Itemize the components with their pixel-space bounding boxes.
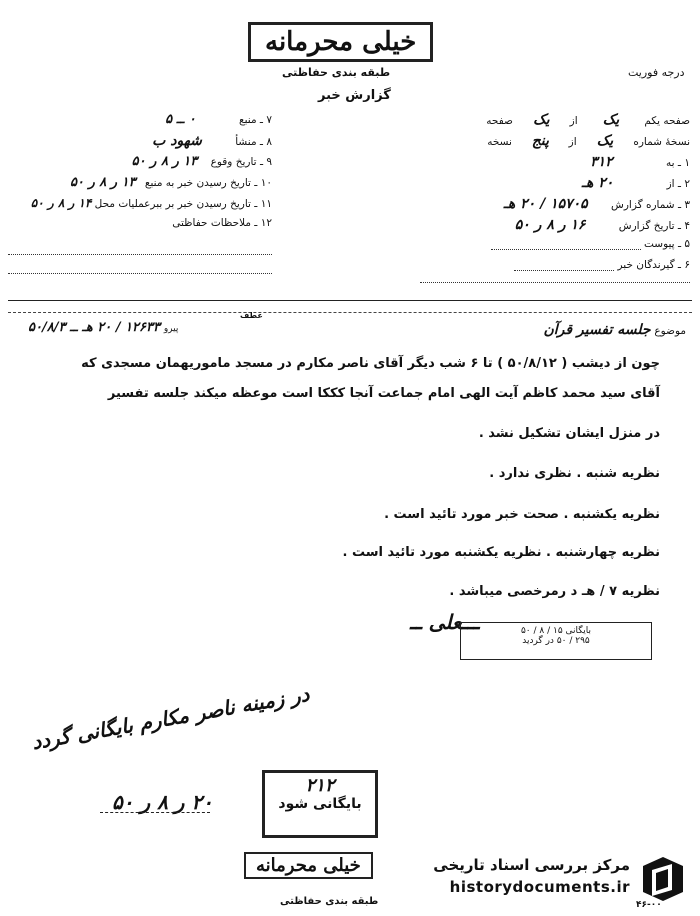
field-page: صفحه یکم یک از یک صفحه bbox=[486, 112, 690, 128]
subject: موضوع جلسه تفسیر قرآن bbox=[543, 322, 686, 338]
body-line: در منزل ایشان تشکیل نشد . bbox=[478, 426, 660, 441]
watermark bbox=[410, 852, 696, 904]
body-line: نظریه چهارشنبه . نظریه یکشنبه مورد تائید است . bbox=[342, 545, 660, 560]
body-line: نظریه یکشنبه . صحت خبر مورد تائید است . bbox=[384, 507, 660, 522]
body-line: نظریه شنبه . نظری ندارد . bbox=[489, 466, 660, 481]
field-from: ۲ ـ از ۲۰ هـ bbox=[581, 175, 690, 191]
handwritten-underline bbox=[100, 812, 210, 813]
field-origin: ۸ ـ منشأ شهود ب bbox=[152, 133, 272, 149]
body-line: چون از دیشب ( ۵۰/۸/۱۲ ) تا ۶ شب دیگر آقای ناصر مکارم در مسجد ماموریهمان مسجدی که bbox=[81, 356, 660, 371]
top-stamp: خیلی محرمانه bbox=[248, 22, 433, 62]
field-event-date: ۹ ـ تاریخ وقوع ۱۳ ر ۸ ر ۵۰ bbox=[131, 154, 272, 169]
field-ops-received: ۱۱ ـ تاریخ رسیدن خبر بر ببرعملیات محل ۱۴ ر ۸ ر ۵۰ bbox=[30, 196, 272, 210]
body-line: آقای سید محمد کاظم آیت الهی امام جماعت آنجا کککا است موعظه میکند جلسه تفسیر bbox=[107, 386, 660, 401]
watermark-text-en: historydocuments.ir bbox=[449, 878, 630, 896]
separator-dotted bbox=[8, 312, 692, 313]
urgency-label: درجه فوریت bbox=[628, 66, 685, 79]
body-line: نظریه ۷ / هـ د رمرخصی میباشد . bbox=[449, 584, 660, 599]
reference-note: عطف bbox=[240, 311, 263, 320]
field-to: ۱ ـ به ۳۱۲ bbox=[590, 154, 690, 170]
right-fields bbox=[420, 112, 690, 280]
archive-stamp: ۲۱۲ بایگانی شود bbox=[262, 770, 378, 838]
field-recipients: ۶ ـ گیرندگان خبر bbox=[420, 259, 690, 280]
archive-logo-icon bbox=[638, 854, 688, 904]
separator-line bbox=[8, 300, 692, 301]
classification-top: طبقه بندی حفاظتی bbox=[282, 66, 391, 79]
report-title: گزارش خبر bbox=[318, 88, 391, 103]
field-report-date: ۴ ـ تاریخ گزارش ۱۶ ر ۸ ر ۵۰ bbox=[514, 217, 690, 233]
field-source-received: ۱۰ ـ تاریخ رسیدن خبر به منبع ۱۳ ر ۸ ر ۵۰ bbox=[69, 175, 272, 190]
bottom-stamp: خیلی محرمانه bbox=[244, 852, 373, 879]
reference: پیرو ۱۲۶۳۳ / ۲۰ هـ ــ ۵۰/۸/۳ bbox=[28, 320, 179, 335]
field-security-notes: ۱۲ ـ ملاحظات حفاظتی bbox=[172, 217, 272, 229]
watermark-text-fa: مرکز بررسی اسناد تاریخی bbox=[433, 856, 630, 874]
classification-bottom: طبقه بندی حفاظتی bbox=[280, 896, 379, 907]
page-code: ۴۶-۰۰ bbox=[636, 900, 662, 910]
field-source: ۷ ـ منبع ۰ ــ ۵ bbox=[165, 112, 272, 127]
signature: ـــعلی ــ bbox=[410, 610, 480, 634]
field-copy: نسخهٔ شماره یک از پنج نسخه bbox=[487, 133, 690, 149]
archive-box: بایگانی ۱۵ / ۸ / ۵۰ ۲۹۵ / ۵۰ در گردید bbox=[460, 622, 652, 660]
left-fields bbox=[8, 112, 272, 274]
field-attachment: ۵ ـ پیوست bbox=[420, 238, 690, 259]
handwritten-date: ۲۰ ر ۸ ر ۵۰ bbox=[112, 790, 213, 814]
field-report-number: ۳ ـ شماره گزارش ۱۵۷۰۵ / ۲۰ هـ bbox=[503, 196, 690, 212]
handwritten-note: در زمینه ناصر مکارم بایگانی گردد bbox=[30, 681, 312, 755]
